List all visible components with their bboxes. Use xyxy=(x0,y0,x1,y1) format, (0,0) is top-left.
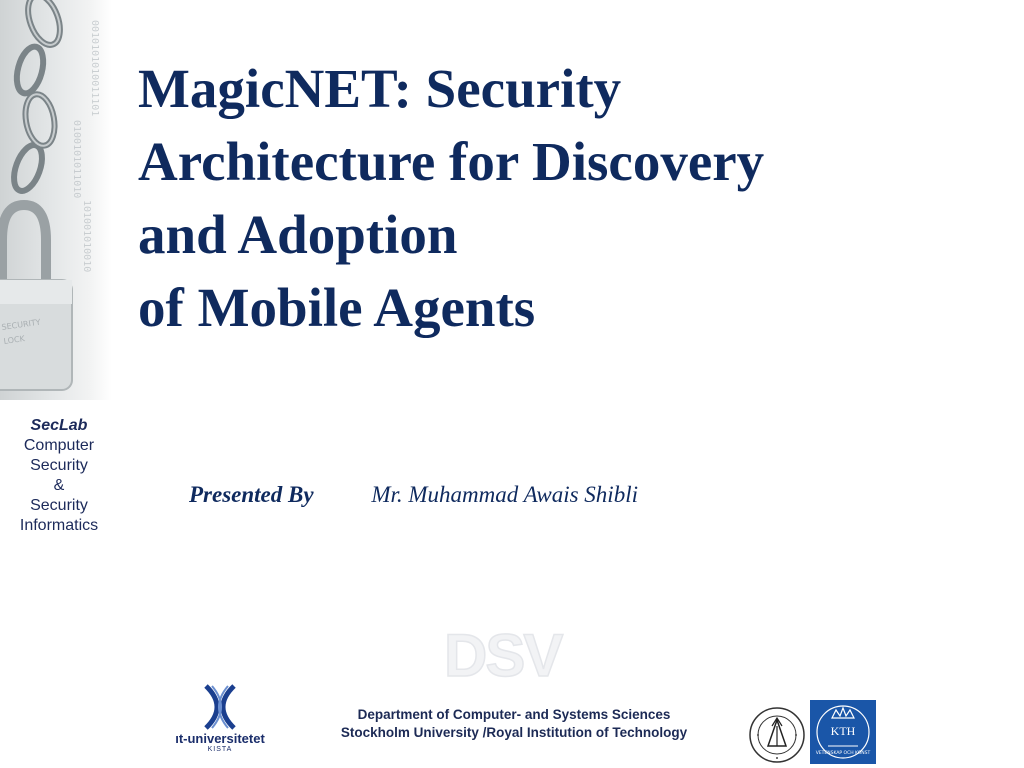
itu-crossed-arcs-icon xyxy=(200,684,240,730)
svg-text:101001010010: 101001010010 xyxy=(81,200,92,273)
svg-text:0100101011010: 0100101011010 xyxy=(71,120,82,199)
svg-text:SECURITY: SECURITY xyxy=(1,317,42,332)
svg-text:LOCK: LOCK xyxy=(3,334,26,346)
caption-line-5: Informatics xyxy=(19,517,99,534)
title-line-4: of Mobile Agents xyxy=(138,277,536,338)
department-info xyxy=(304,706,724,742)
presenter-line xyxy=(189,482,638,508)
svg-text:0010101010011101: 0010101010011101 xyxy=(89,20,100,117)
department-line-2: Stockholm University /Royal Institution of Technology xyxy=(340,725,688,740)
caption-line-2: Security xyxy=(30,457,88,474)
stockholm-university-seal-icon xyxy=(748,706,806,764)
itu-name: ıt-universitetet xyxy=(175,731,265,746)
slide-title xyxy=(138,52,878,344)
seclab-label: SecLab xyxy=(30,417,88,434)
presenter-name: Mr. Muhammad Awais Shibli xyxy=(371,482,638,507)
caption-line-3: & xyxy=(53,477,65,494)
caption-line-1: Computer xyxy=(23,437,95,454)
kth-label: KTH xyxy=(830,724,856,738)
presenter-label: Presented By xyxy=(189,482,314,507)
department-line-1: Department of Computer- and Systems Sciences xyxy=(357,707,671,722)
title-line-1: MagicNET: Security xyxy=(138,58,622,119)
caption-line-4: Security xyxy=(30,497,88,514)
kth-subtext: VETENSKAP OCH KONST xyxy=(815,751,871,756)
seclab-caption xyxy=(0,416,118,536)
padlock-chain-icon xyxy=(0,0,112,400)
dsv-watermark: DSV xyxy=(444,622,562,689)
kth-logo xyxy=(810,700,876,764)
title-line-2: Architecture for Discovery xyxy=(138,131,765,192)
title-line-3: and Adoption xyxy=(138,204,458,265)
itu-sub: KISTA xyxy=(207,746,233,753)
itu-logo xyxy=(172,684,268,764)
